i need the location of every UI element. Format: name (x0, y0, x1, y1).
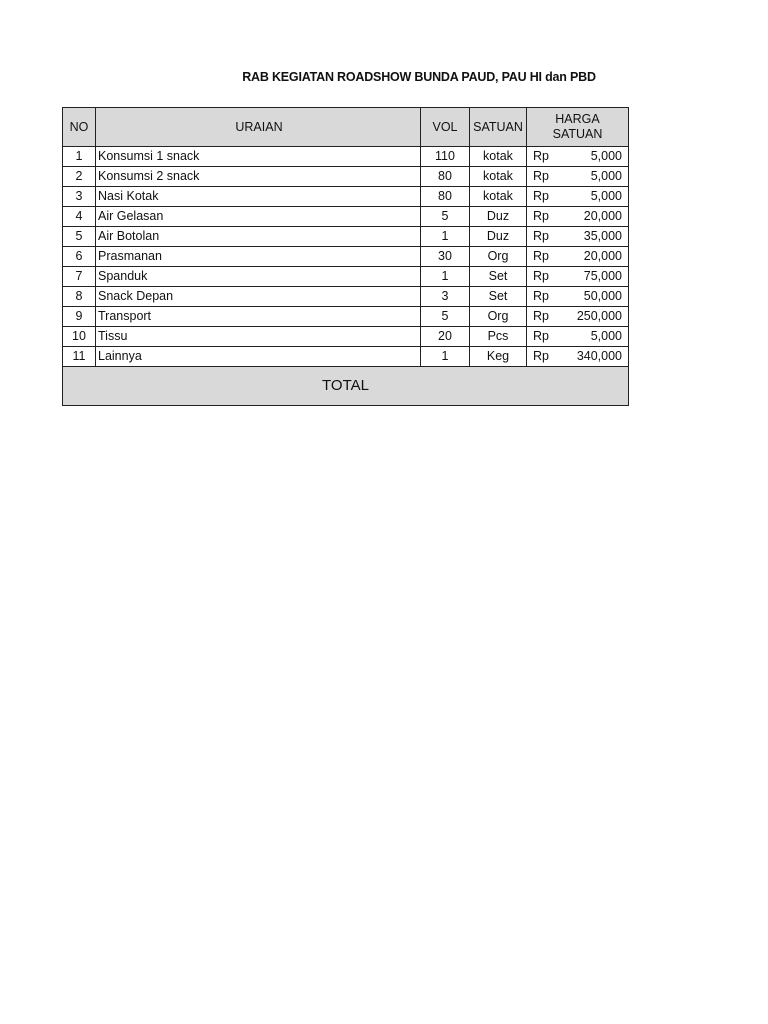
row-satuan: Duz (470, 227, 527, 247)
table-row (63, 267, 629, 287)
row-satuan: Set (470, 287, 527, 307)
currency-label: Rp (533, 149, 549, 163)
row-no: 6 (63, 247, 96, 267)
header-no: NO (63, 108, 96, 147)
row-satuan: Set (470, 267, 527, 287)
currency-label: Rp (533, 229, 549, 243)
row-harga (527, 187, 629, 207)
document-title: RAB KEGIATAN ROADSHOW BUNDA PAUD, PAU HI dan PBD (242, 70, 596, 84)
row-no: 8 (63, 287, 96, 307)
header-harga-line2: SATUAN (552, 127, 603, 141)
currency-label: Rp (533, 209, 549, 223)
table-row (63, 307, 629, 327)
table-row (63, 207, 629, 227)
row-vol: 80 (421, 167, 470, 187)
table-row (63, 247, 629, 267)
header-satuan: SATUAN (470, 108, 527, 147)
row-uraian: Konsumsi 1 snack (96, 147, 421, 167)
header-vol: VOL (421, 108, 470, 147)
row-satuan: kotak (470, 147, 527, 167)
row-no: 4 (63, 207, 96, 227)
total-label: TOTAL (63, 367, 629, 406)
row-no: 7 (63, 267, 96, 287)
row-harga (527, 307, 629, 327)
row-no: 3 (63, 187, 96, 207)
row-satuan: Org (470, 307, 527, 327)
row-no: 5 (63, 227, 96, 247)
row-vol: 5 (421, 207, 470, 227)
price-amount: 5,000 (590, 189, 622, 203)
price-amount: 50,000 (583, 289, 622, 303)
price-amount: 5,000 (590, 169, 622, 183)
row-satuan: Keg (470, 347, 527, 367)
table-row (63, 327, 629, 347)
row-uraian: Transport (96, 307, 421, 327)
table-row (63, 147, 629, 167)
row-vol: 1 (421, 347, 470, 367)
price-amount: 35,000 (583, 229, 622, 243)
row-harga (527, 327, 629, 347)
row-no: 2 (63, 167, 96, 187)
table-body (63, 147, 629, 367)
header-harga-satuan (527, 108, 629, 147)
row-no: 11 (63, 347, 96, 367)
price-amount: 250,000 (576, 309, 622, 323)
currency-label: Rp (533, 269, 549, 283)
row-harga (527, 207, 629, 227)
price-amount: 20,000 (583, 249, 622, 263)
price-amount: 75,000 (583, 269, 622, 283)
row-vol: 110 (421, 147, 470, 167)
row-satuan: kotak (470, 187, 527, 207)
currency-label: Rp (533, 249, 549, 263)
price-amount: 340,000 (576, 349, 622, 363)
row-uraian: Konsumsi 2 snack (96, 167, 421, 187)
budget-table (62, 107, 629, 406)
header-harga-line1: HARGA (555, 112, 600, 126)
table-row (63, 287, 629, 307)
row-vol: 1 (421, 267, 470, 287)
table-row (63, 187, 629, 207)
row-uraian: Air Botolan (96, 227, 421, 247)
row-harga (527, 347, 629, 367)
row-uraian: Nasi Kotak (96, 187, 421, 207)
currency-label: Rp (533, 329, 549, 343)
row-no: 1 (63, 147, 96, 167)
row-harga (527, 287, 629, 307)
row-harga (527, 167, 629, 187)
row-harga (527, 267, 629, 287)
row-no: 10 (63, 327, 96, 347)
row-vol: 80 (421, 187, 470, 207)
row-harga (527, 247, 629, 267)
total-row (63, 367, 629, 406)
row-harga (527, 227, 629, 247)
row-uraian: Lainnya (96, 347, 421, 367)
table-row (63, 227, 629, 247)
row-uraian: Air Gelasan (96, 207, 421, 227)
table-header-row (63, 108, 629, 147)
currency-label: Rp (533, 169, 549, 183)
row-satuan: Duz (470, 207, 527, 227)
row-satuan: Org (470, 247, 527, 267)
header-uraian: URAIAN (96, 108, 421, 147)
row-uraian: Spanduk (96, 267, 421, 287)
price-amount: 5,000 (590, 149, 622, 163)
currency-label: Rp (533, 349, 549, 363)
table-row (63, 167, 629, 187)
price-amount: 5,000 (590, 329, 622, 343)
row-satuan: Pcs (470, 327, 527, 347)
row-no: 9 (63, 307, 96, 327)
table-row (63, 347, 629, 367)
currency-label: Rp (533, 189, 549, 203)
row-satuan: kotak (470, 167, 527, 187)
row-vol: 20 (421, 327, 470, 347)
row-harga (527, 147, 629, 167)
row-vol: 3 (421, 287, 470, 307)
currency-label: Rp (533, 309, 549, 323)
currency-label: Rp (533, 289, 549, 303)
row-uraian: Tissu (96, 327, 421, 347)
row-uraian: Snack Depan (96, 287, 421, 307)
row-vol: 30 (421, 247, 470, 267)
row-vol: 1 (421, 227, 470, 247)
row-uraian: Prasmanan (96, 247, 421, 267)
price-amount: 20,000 (583, 209, 622, 223)
row-vol: 5 (421, 307, 470, 327)
